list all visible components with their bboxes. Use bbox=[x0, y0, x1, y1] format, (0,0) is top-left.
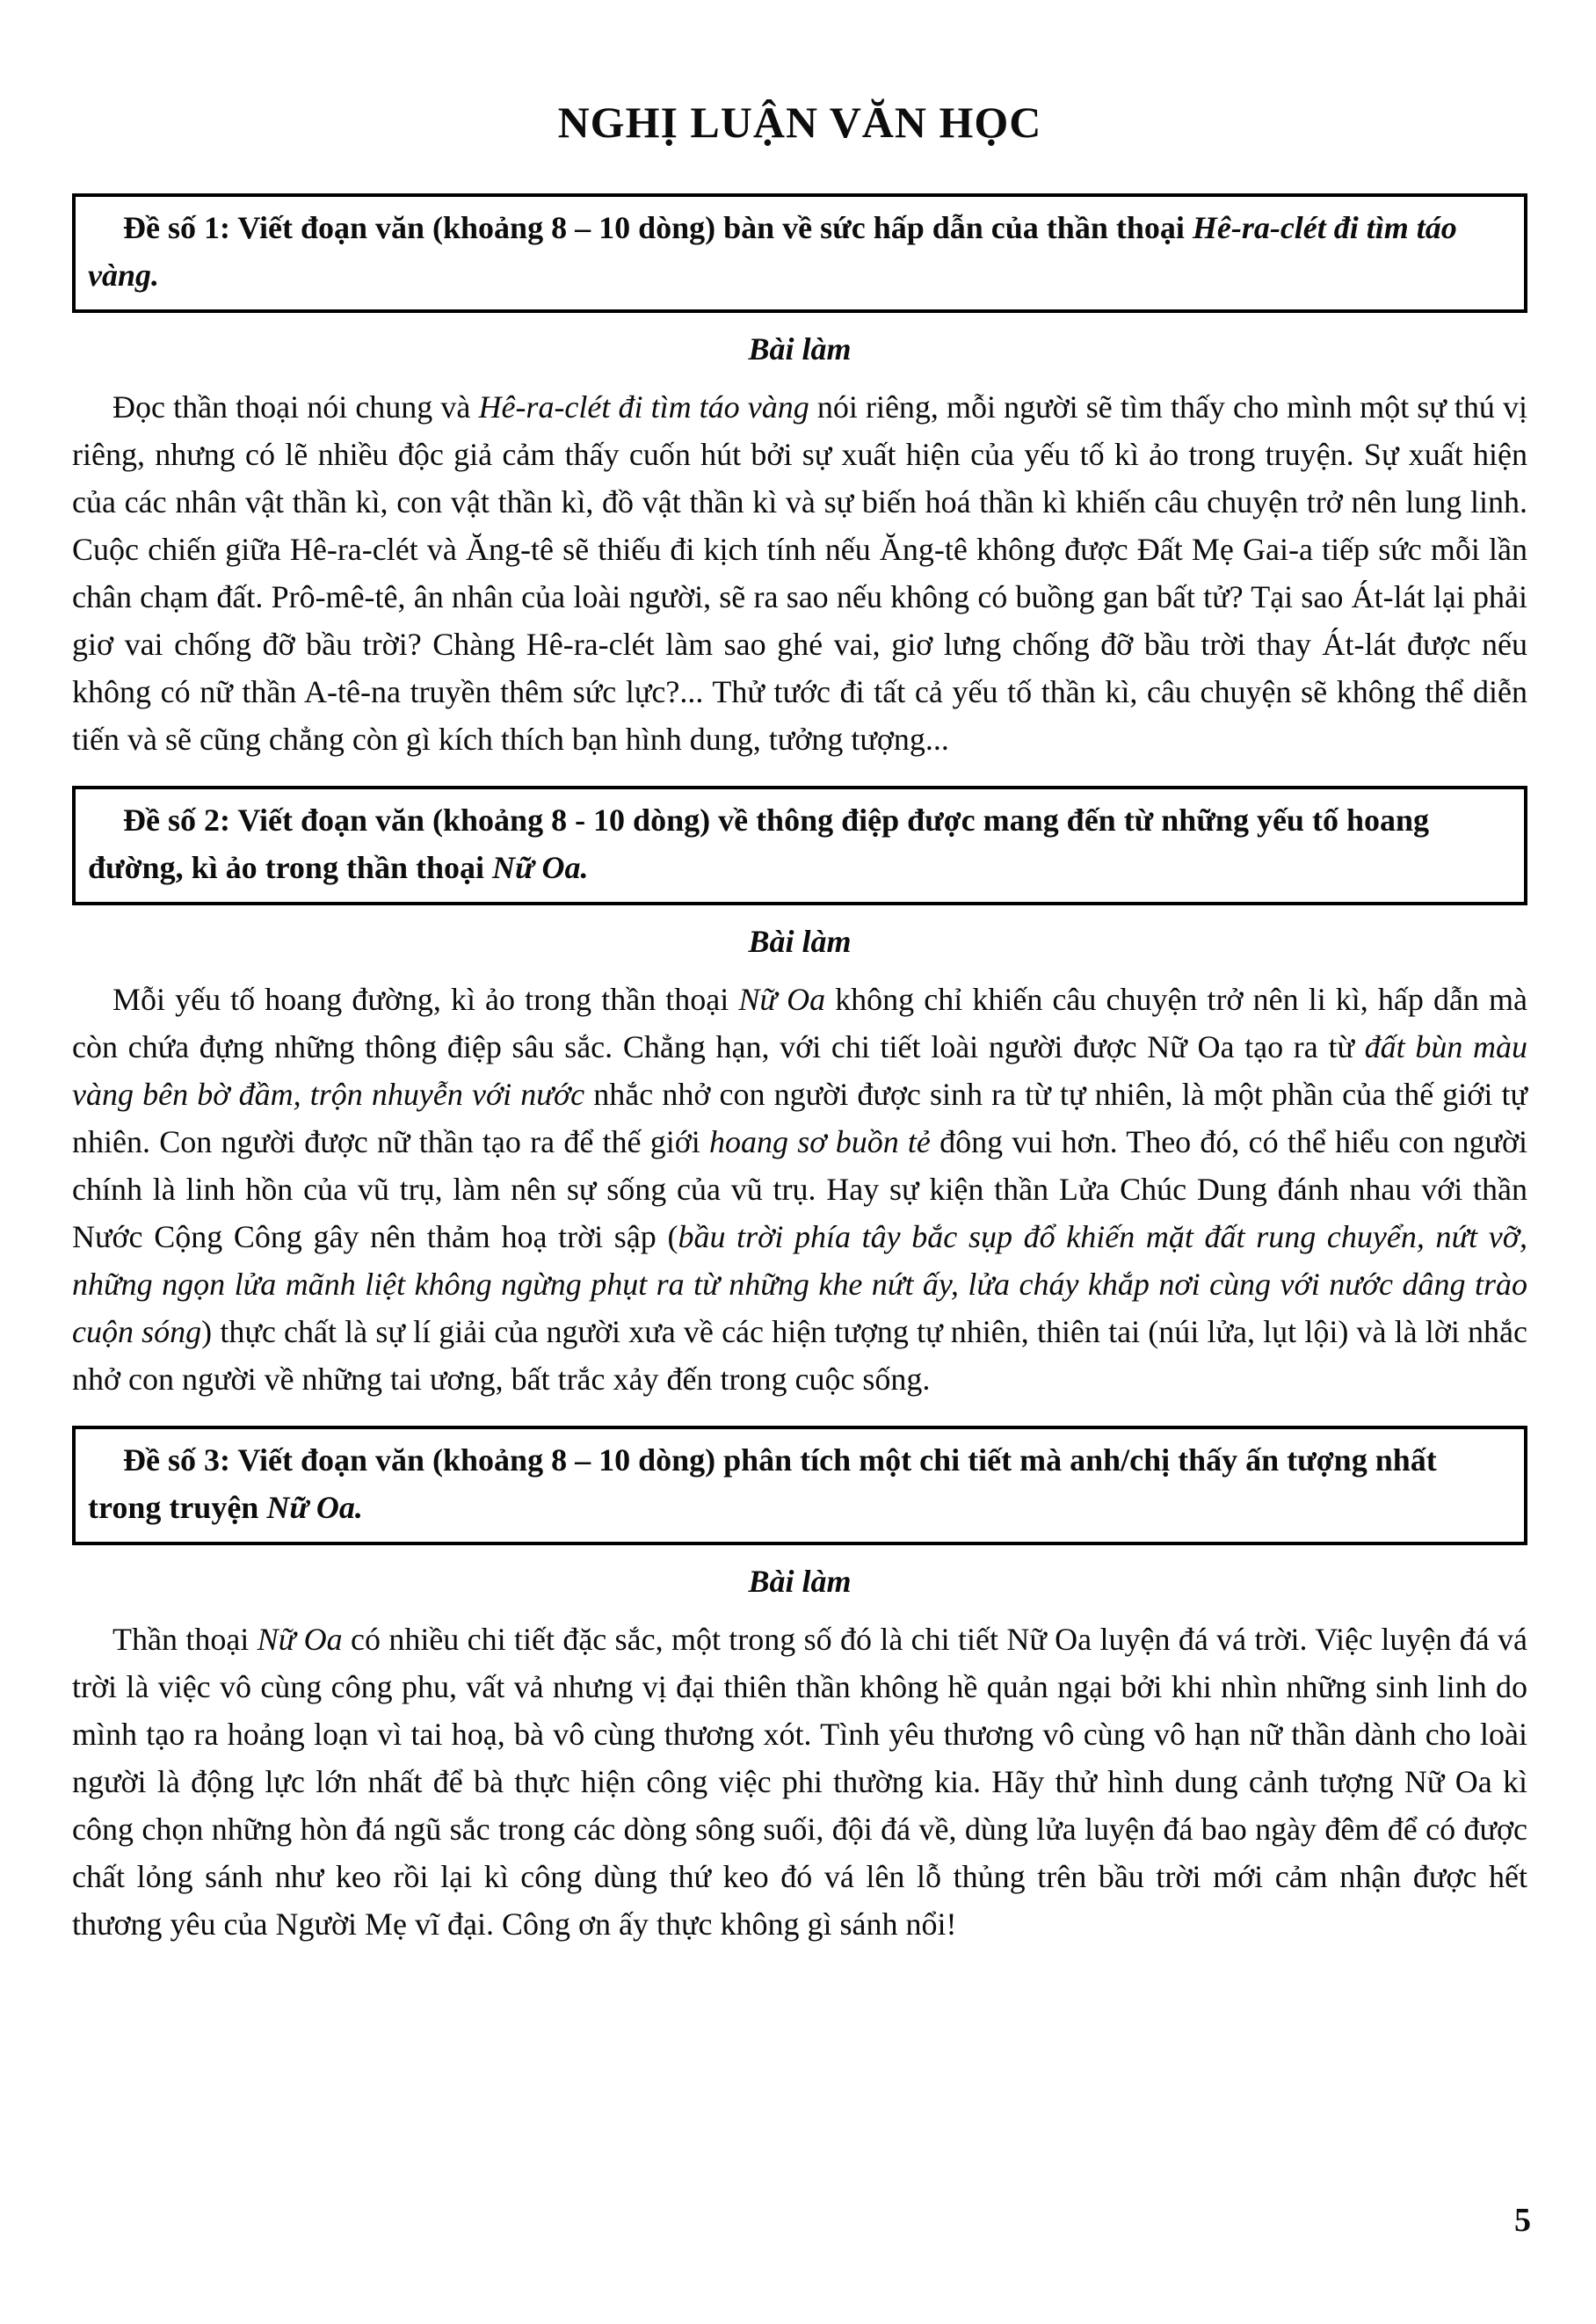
text-run: Nữ Oa. bbox=[491, 850, 589, 885]
text-run: Đề số 2: Viết đoạn văn (khoảng 8 - 10 dòng) về thông điệp được mang đến từ những yếu tố hoang đường, kì ảo trong thần thoại bbox=[88, 803, 1429, 885]
text-run: đông vui hơn. Theo đó, có thể hiểu con người chính là linh hồn của vũ trụ, làm nên sự sống của vũ trụ. Hay sự kiện thần Lửa Chúc Dung đánh nhau với thần Nước Cộng Công gây nên thảm hoạ trời sập ( bbox=[72, 1124, 1528, 1254]
text-run: ) thực chất là sự lí giải của người xưa về các hiện tượng tự nhiên, thiên tai (núi lửa, lụt lội) và là lời nhắc nhở con người về những tai ương, bất trắc xảy đến trong cuộc sống. bbox=[72, 1314, 1527, 1397]
text-run: Mỗi yếu tố hoang đường, kì ảo trong thần thoại bbox=[112, 982, 739, 1017]
answer-paragraph-3 bbox=[72, 1616, 1527, 1948]
prompt-text-2 bbox=[88, 796, 1508, 891]
answer-label-1: Bài làm bbox=[748, 331, 852, 367]
text-run: Hê-ra-clét đi tìm táo vàng. bbox=[88, 210, 1457, 293]
text-run: Đề số 1: Viết đoạn văn (khoảng 8 – 10 dòng) bàn về sức hấp dẫn của thần thoại bbox=[123, 210, 1193, 245]
page-number: 5 bbox=[1514, 2202, 1531, 2239]
text-run: Đọc thần thoại nói chung và bbox=[112, 389, 479, 425]
text-run: hoang sơ buồn tẻ bbox=[709, 1124, 931, 1159]
text-run: Thần thoại bbox=[112, 1622, 258, 1657]
text-run: đất bùn màu vàng bên bờ đầm, trộn nhuyễn với nước bbox=[72, 1029, 1527, 1112]
text-run: Nữ Oa bbox=[738, 982, 826, 1017]
text-run: bầu trời phía tây bắc sụp đổ khiến mặt đất rung chuyển, nứt vỡ, những ngọn lửa mãnh liệt không ngừng phụt ra từ những khe nứt ấy, lửa cháy khắp nơi cùng với nước dâng trào cuộn sóng bbox=[72, 1219, 1527, 1349]
exercise-section-2 bbox=[72, 786, 1527, 1403]
text-run: Nữ Oa. bbox=[266, 1490, 363, 1525]
answer-paragraph-1 bbox=[72, 383, 1527, 763]
text-run: Đề số 3: Viết đoạn văn (khoảng 8 – 10 dòng) phân tích một chi tiết mà anh/chị thấy ấn tượng nhất trong truyện bbox=[88, 1442, 1437, 1525]
page-title: NGHỊ LUẬN VĂN HỌC bbox=[557, 98, 1042, 147]
answer-paragraph-2 bbox=[72, 976, 1527, 1403]
text-run: nói riêng, mỗi người sẽ tìm thấy cho mình một sự thú vị riêng, nhưng có lẽ nhiều độc giả cảm thấy cuốn hút bởi sự xuất hiện của yếu tố kì ảo trong truyện. Sự xuất hiện của các nhân vật thần kì, con vật thần kì, đồ vật thần kì và sự biến hoá thần kì khiến câu chuyện trở nên lung linh. Cuộc chiến giữa Hê-ra-clét và Ăng-tê sẽ thiếu đi kịch tính nếu Ăng-tê không được Đất Mẹ Gai-a tiếp sức mỗi lần chân chạm đất. Prô-mê-tê, ân nhân của loài người, sẽ ra sao nếu không có buồng gan bất tử? Tại sao Át-lát lại phải giơ vai chống đỡ bầu trời? Chàng Hê-ra-clét làm sao ghé vai, giơ lưng chống đỡ bầu trời thay Át-lát được nếu không có nữ thần A-tê-na truyền thêm sức lực?... Thử tước đi tất cả yếu tố thần kì, câu chuyện sẽ không thể diễn tiến và sẽ cũng chẳng còn gì kích thích bạn hình dung, tưởng tượng... bbox=[72, 389, 1527, 757]
text-run: không chỉ khiến câu chuyện trở nên li kì, hấp dẫn mà còn chứa đựng những thông điệp sâu sắc. Chẳng hạn, với chi tiết loài người được Nữ Oa tạo ra từ bbox=[72, 982, 1527, 1064]
text-run: nhắc nhở con người được sinh ra từ tự nhiên, là một phần của thế giới tự nhiên. Con người được nữ thần tạo ra để thế giới bbox=[72, 1077, 1528, 1159]
text-run: có nhiều chi tiết đặc sắc, một trong số đó là chi tiết Nữ Oa luyện đá vá trời. Việc luyện đá vá trời là việc vô cùng công phu, vất vả nhưng vị đại thiên thần không hề quản ngại bởi khi nhìn những sinh linh do mình tạo ra hoảng loạn vì tai hoạ, bà vô cùng thương xót. Tình yêu thương vô cùng vô hạn nữ thần dành cho loài người là động lực lớn nhất để bà thực hiện công việc phi thường kia. Hãy thử hình dung cảnh tượng Nữ Oa kì công chọn những hòn đá ngũ sắc trong các dòng sông suối, đội đá về, dùng lửa luyện đá bao ngày đêm để có được chất lỏng sánh như keo rồi lại kì công dùng thứ keo đó vá lên lỗ thủng trên bầu trời mới cảm nhận được hết thương yêu của Người Mẹ vĩ đại. Công ơn ấy thực không gì sánh nổi! bbox=[72, 1622, 1527, 1942]
exercise-section-3 bbox=[72, 1426, 1527, 1948]
prompt-text-3 bbox=[88, 1436, 1508, 1531]
answer-label-2: Bài làm bbox=[748, 924, 852, 959]
prompt-box-2 bbox=[72, 786, 1527, 905]
prompt-box-1 bbox=[72, 193, 1527, 313]
text-run: Hê-ra-clét đi tìm táo vàng bbox=[478, 389, 809, 425]
prompt-box-3 bbox=[72, 1426, 1527, 1545]
answer-label-3: Bài làm bbox=[748, 1564, 852, 1599]
prompt-text-1 bbox=[88, 204, 1508, 299]
text-run: Nữ Oa bbox=[257, 1622, 343, 1657]
exercise-section-1 bbox=[72, 193, 1527, 763]
